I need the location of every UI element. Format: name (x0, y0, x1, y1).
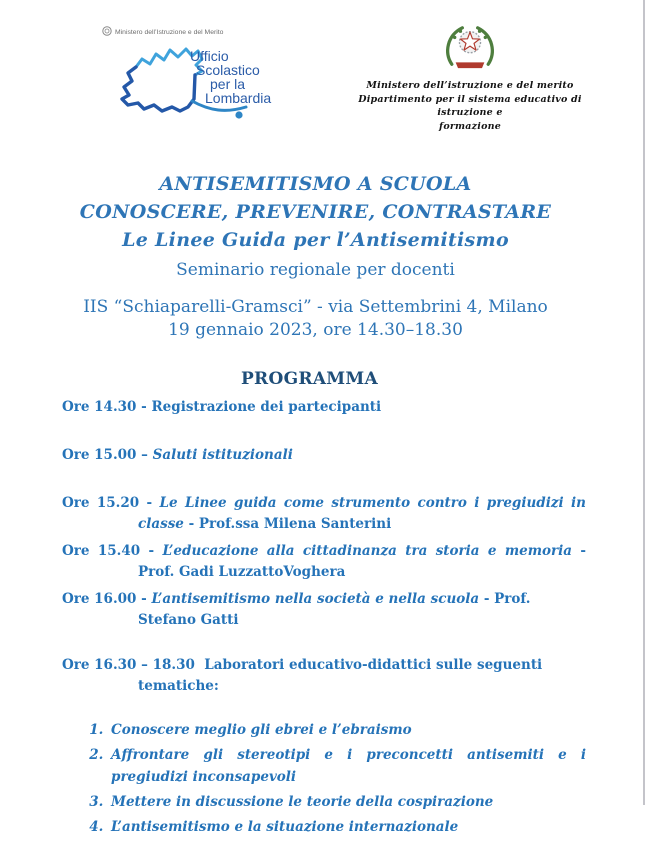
ministry-seal-icon (102, 26, 112, 38)
title-line-2: CONOSCERE, PREVENIRE, CONTRASTARE (79, 201, 552, 223)
ministry-line (102, 26, 298, 38)
program-text-italic: L’educazione alla cittadinanza tra storia e memoria (154, 543, 573, 559)
program-item-1540 (62, 541, 586, 583)
ministry-script-text (348, 79, 592, 133)
program-text: Registrazione dei partecipanti (146, 399, 382, 415)
program-heading: PROGRAMMA (240, 369, 379, 389)
logo-word-perla: per la (210, 76, 246, 92)
program-text: - Prof. Stefano Gatti (138, 591, 531, 628)
script-line-2: Dipartimento per il sistema educativo di istruzione e (358, 93, 582, 118)
program-item-1600 (62, 589, 586, 631)
workshop-list (62, 719, 586, 838)
date-line: 19 gennaio 2023, ore 14.30–18.30 (168, 320, 463, 340)
script-line-1: Ministero dell’istruzione e del merito (366, 80, 574, 91)
venue-line: IIS “Schiaparelli-Gramsci” - via Settembrini 4, Milano (83, 297, 548, 317)
program-time: Ore 14.30 - (62, 399, 147, 415)
program-item-1630 (62, 655, 586, 697)
usr-lombardia-logo (98, 26, 298, 118)
subtitle: Seminario regionale per docenti (176, 260, 455, 280)
page-edge-line (643, 0, 645, 805)
logo-word-scolastico: Scolastico (196, 62, 260, 78)
program-text-italic: Le Linee guida come strumento contro i pregiudizi in classe (138, 495, 586, 532)
program-time: Ore 15.40 - (62, 543, 155, 559)
program-list (62, 397, 586, 841)
program-text: - Prof.ssa Milena Santerini (183, 516, 392, 532)
workshop-item: 2. Affrontare gli stereotipi e i preconcetti antisemiti e i pregiudizi inconsapevoli (108, 744, 586, 788)
script-line-3: formazione (439, 120, 501, 132)
workshop-item: 3. Mettere in discussione le teorie della cospirazione (108, 791, 586, 813)
ministry-emblem-block (348, 24, 592, 133)
logo-word-lombardia: Lombardia (205, 90, 272, 106)
program-item-1500 (62, 445, 586, 466)
program-item-1430 (62, 397, 586, 418)
logo-word-ufficio: Ufficio (190, 48, 229, 64)
program-text-italic: Saluti istituzionali (147, 447, 293, 463)
workshop-item: 4. L’antisemitismo e la situazione internazionale (108, 816, 586, 838)
title-line-3: Le Linee Guida per l’Antisemitismo (122, 229, 509, 251)
program-time: Ore 15.20 - (62, 495, 153, 511)
program-time: Ore 16.00 - (62, 591, 147, 607)
program-item-1520 (62, 493, 586, 535)
program-time: Ore 16.30 – 18.30 (62, 657, 195, 673)
program-text-italic: L’antisemitismo nella società e nella scuola (146, 591, 480, 607)
program-time: Ore 15.00 – (62, 447, 148, 463)
workshop-item: 1. Conoscere meglio gli ebrei e l’ebraismo (108, 719, 586, 741)
ministry-line-label: Ministero dell’Istruzione e del Merito (115, 28, 224, 36)
program-text: Laboratori educativo-didattici sulle seguenti tematiche: (138, 657, 543, 694)
italy-emblem-icon (441, 24, 499, 70)
title-line-1: ANTISEMITISMO A SCUOLA (159, 173, 472, 195)
title-block (16, 170, 615, 342)
program-text: - Prof. Gadi LuzzattoVoghera (138, 543, 586, 580)
